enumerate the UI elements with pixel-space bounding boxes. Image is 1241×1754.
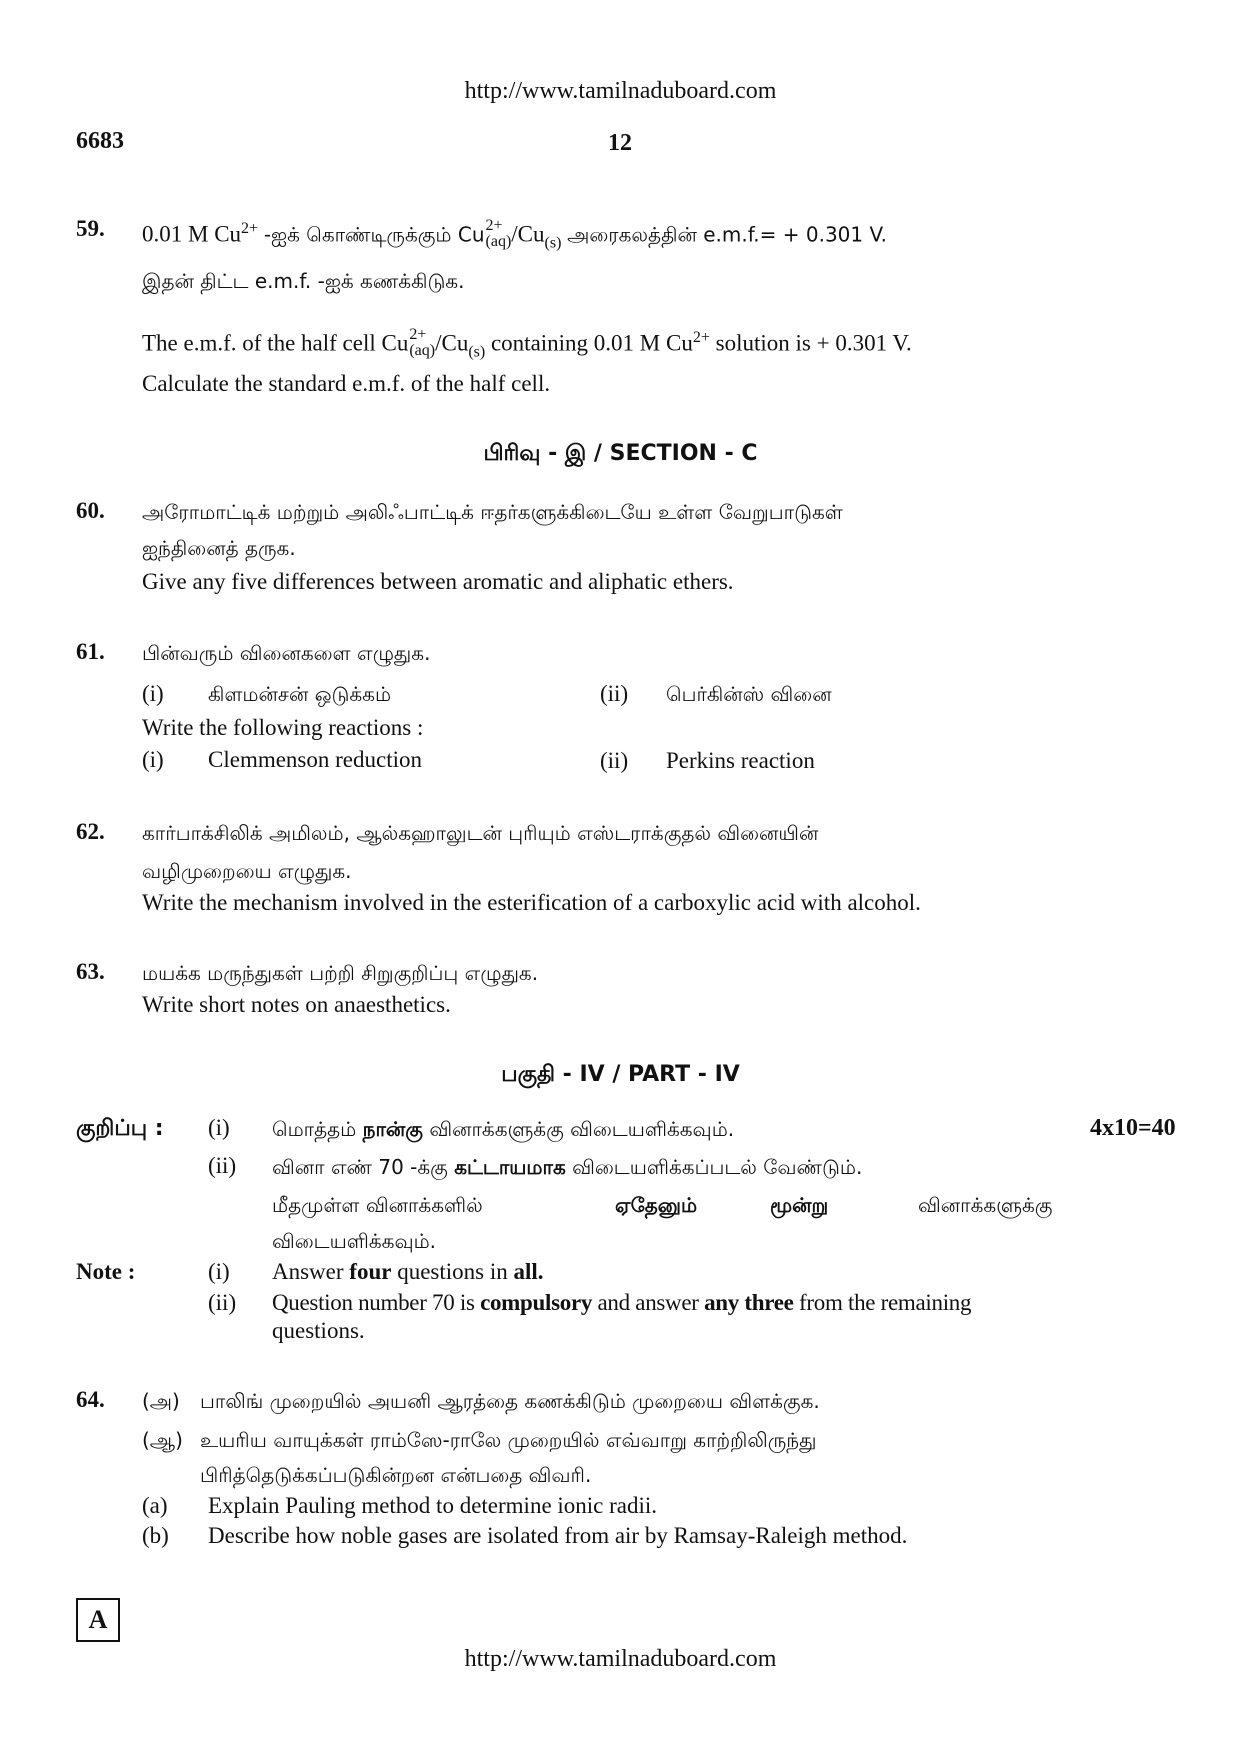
question-number-64: 64. — [76, 1387, 105, 1412]
q64-a-tamil-label: (அ) — [142, 1389, 180, 1413]
q61-tamil-ii-label: (ii) — [600, 681, 629, 706]
q64-a-english: Explain Pauling method to determine ionic radii. — [208, 1493, 658, 1518]
q60-tamil-line2: ஐந்தினைத் தருக. — [142, 536, 296, 560]
question-number-62: 62. — [76, 819, 105, 844]
q59-tamil-line1: 0.01 M $Cu^{2+}$ -ஐக் கொண்டிருக்கும் Cu 2+ (aq) $/Cu_{(s)}$ அரைகலத்தின் e.m.f.= + 0.301 V. — [142, 217, 887, 252]
note-english-label: Note : — [76, 1259, 136, 1284]
footer-url: http://www.tamilnaduboard.com — [464, 1646, 777, 1672]
q59-tamil-line2: இதன் திட்ட e.m.f. -ஐக் கணக்கிடுக. — [142, 269, 465, 293]
q62-tamil-line2: வழிமுறையை எழுதுக. — [142, 859, 352, 883]
note-tamil-line-ii: வினா எண் 70 -க்கு கட்டாயமாக விடையளிக்கப்படல் வேண்டும். — [272, 1155, 863, 1179]
question-number-60: 60. — [76, 498, 105, 523]
marks-allocation: 4x10=40 — [1090, 1115, 1176, 1141]
q64-a-tamil: பாலிங் முறையில் அயனி ஆரத்தை கணக்கிடும் முறையை விளக்குக. — [200, 1389, 820, 1413]
q64-b-tamil-line1: உயரிய வாயுக்கள் ராம்ஸே-ராலே முறையில் எவ்வாறு காற்றிலிருந்து — [200, 1428, 817, 1452]
note-tamil-line-ii-3: விடையளிக்கவும். — [272, 1229, 437, 1253]
q61-en-ii: Perkins reaction — [666, 748, 815, 773]
note-tamil-ii-label: (ii) — [208, 1153, 237, 1178]
q61-tamil-ii: பெர்கின்ஸ் வினை — [666, 682, 832, 706]
q61-en-ii-label: (ii) — [600, 748, 629, 773]
note-tamil-line-i: மொத்தம் நான்கு வினாக்களுக்கு விடையளிக்கவும். — [272, 1117, 735, 1141]
q64-a-label: (a) — [142, 1493, 168, 1518]
section-c-heading: பிரிவு - இ / SECTION - C — [483, 441, 758, 466]
q61-tamil-i: கிளமன்சன் ஒடுக்கம் — [208, 682, 392, 706]
note-tamil-line-ii-2a: மீதமுள்ள வினாக்களில் — [272, 1193, 483, 1217]
q61-english: Write the following reactions : — [142, 715, 424, 740]
q61-en-i-label: (i) — [142, 747, 164, 772]
q61-en-i: Clemmenson reduction — [208, 747, 422, 772]
q62-tamil-line1: கார்பாக்சிலிக் அமிலம், ஆல்கஹாலுடன் புரியும் எஸ்டராக்குதல் வினையின் — [142, 821, 819, 845]
part-iv-heading: பகுதி - IV / PART - IV — [501, 1062, 740, 1087]
note-english-line-ii: Question number 70 is compulsory and answer any three from the remaining — [272, 1290, 972, 1315]
page-number: 12 — [608, 130, 632, 156]
question-number-59: 59. — [76, 216, 105, 241]
q59-english-line2: Calculate the standard e.m.f. of the half cell. — [142, 371, 551, 396]
q64-b-tamil-line2: பிரித்தெடுக்கப்படுகின்றன என்பதை விவரி. — [200, 1463, 592, 1487]
note-tamil-label: குறிப்பு : — [76, 1116, 164, 1141]
q59-english-line1: The e.m.f. of the half cell Cu 2+ (aq) $/Cu_{(s)}$ containing 0.01 M $Cu^{2+}$ solution is + 0.301 V. — [142, 326, 912, 361]
q63-tamil: மயக்க மருந்துகள் பற்றி சிறுகுறிப்பு எழுதுக. — [142, 961, 539, 985]
note-tamil-line-ii-2c: மூன்று — [770, 1193, 829, 1217]
note-tamil-line-ii-2b: ஏதேனும் — [615, 1193, 698, 1217]
q64-b-english: Describe how noble gases are isolated from air by Ramsay-Raleigh method. — [208, 1523, 908, 1548]
note-tamil-i-label: (i) — [208, 1115, 230, 1140]
q64-b-label: (b) — [142, 1523, 169, 1548]
q60-tamil-line1: அரோமாட்டிக் மற்றும் அலிஃபாட்டிக் ஈதர்களுக்கிடையே உள்ள வேறுபாடுகள் — [142, 500, 843, 524]
q60-english: Give any five differences between aromatic and aliphatic ethers. — [142, 569, 734, 594]
q61-tamil-i-label: (i) — [142, 681, 164, 706]
q64-b-tamil-label: (ஆ) — [142, 1428, 183, 1452]
note-english-i-label: (i) — [208, 1259, 230, 1284]
note-english-ii-label: (ii) — [208, 1290, 237, 1315]
header-url: http://www.tamilnaduboard.com — [464, 78, 777, 104]
q62-english: Write the mechanism involved in the esterification of a carboxylic acid with alcohol. — [142, 890, 921, 915]
paper-code: 6683 — [76, 128, 124, 154]
booklet-type-box: A — [76, 1598, 120, 1642]
q63-english: Write short notes on anaesthetics. — [142, 992, 451, 1017]
note-tamil-line-ii-2d: வினாக்களுக்கு — [918, 1193, 1053, 1217]
question-number-63: 63. — [76, 959, 105, 984]
note-english-line-ii-2: questions. — [272, 1318, 365, 1343]
question-number-61: 61. — [76, 639, 105, 664]
q61-tamil: பின்வரும் வினைகளை எழுதுக. — [142, 641, 431, 665]
note-english-line-i: Answer four questions in all. — [272, 1259, 544, 1284]
